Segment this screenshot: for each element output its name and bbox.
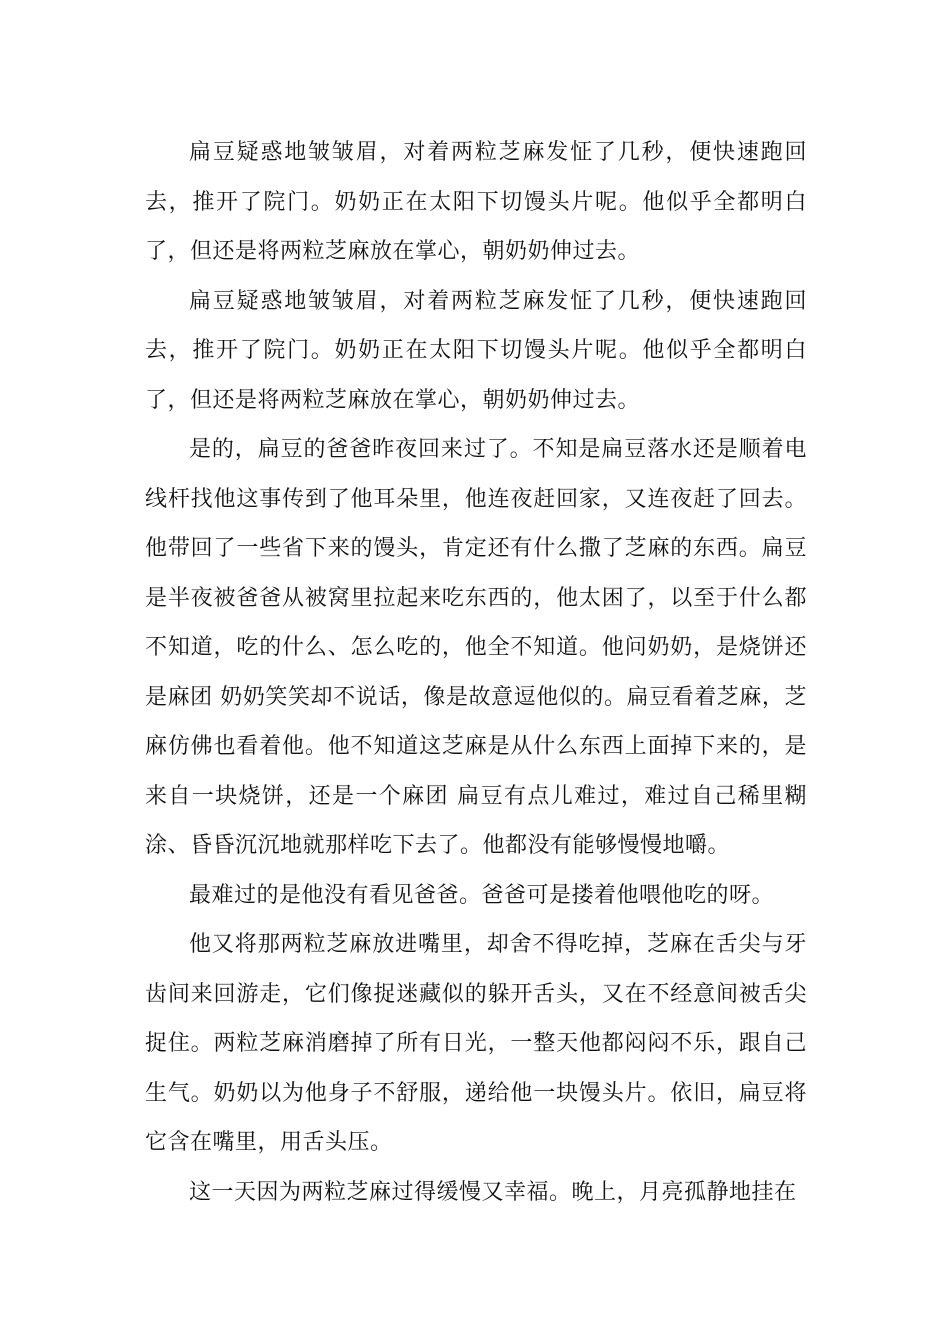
paragraph: 扁豆疑惑地皱皱眉，对着两粒芝麻发怔了几秒，便快速跑回去，推开了院门。奶奶正在太阳下切馒头片呢。他似乎全都明白了，但还是将两粒芝麻放在掌心，朝奶奶伸过去。 bbox=[145, 288, 807, 413]
paragraph: 他又将那两粒芝麻放进嘴里，却舍不得吃掉，芝麻在舌尖与牙齿间来回游走，它们像捉迷藏似的躲开舌头，又在不经意间被舌尖捉住。两粒芝麻消磨掉了所有日光，一整天他都闷闷不乐，跟自己生气。奶奶以为他身子不舒服，递给他一块馒头片。依旧，扁豆将它含在嘴里，用舌头压。 bbox=[145, 932, 807, 1155]
paragraph: 最难过的是他没有看见爸爸。爸爸可是搂着他喂他吃的呀。 bbox=[189, 882, 775, 908]
paragraph: 是的，扁豆的爸爸昨夜回来过了。不知是扁豆落水还是顺着电线杆找他这事传到了他耳朵里，他连夜赶回家，又连夜赶了回去。他带回了一些省下来的馒头，肯定还有什么撒了芝麻的东西。扁豆是半夜被爸爸从被窝里拉起来吃东西的，他太困了，以至于什么都不知道，吃的什么、怎么吃的，他全不知道。他问奶奶，是烧饼还是麻团 奶奶笑笑却不说话，像是故意逗他似的。扁豆看着芝麻，芝麻仿佛也看着他。他不知道这芝麻是从什么东西上面掉下来的，是来自一块烧饼，还是一个麻团 扁豆有点儿难过，难过自己稀里糊涂、昏昏沉沉地就那样吃下去了。他都没有能够慢慢地嚼。 bbox=[145, 437, 807, 858]
body-text bbox=[145, 128, 807, 1217]
paragraph: 这一天因为两粒芝麻过得缓慢又幸福。晚上，月亮孤静地挂在 bbox=[189, 1179, 797, 1205]
paragraph: 扁豆疑惑地皱皱眉，对着两粒芝麻发怔了几秒，便快速跑回去，推开了院门。奶奶正在太阳下切馒头片呢。他似乎全都明白了，但还是将两粒芝麻放在掌心，朝奶奶伸过去。 bbox=[145, 140, 807, 264]
